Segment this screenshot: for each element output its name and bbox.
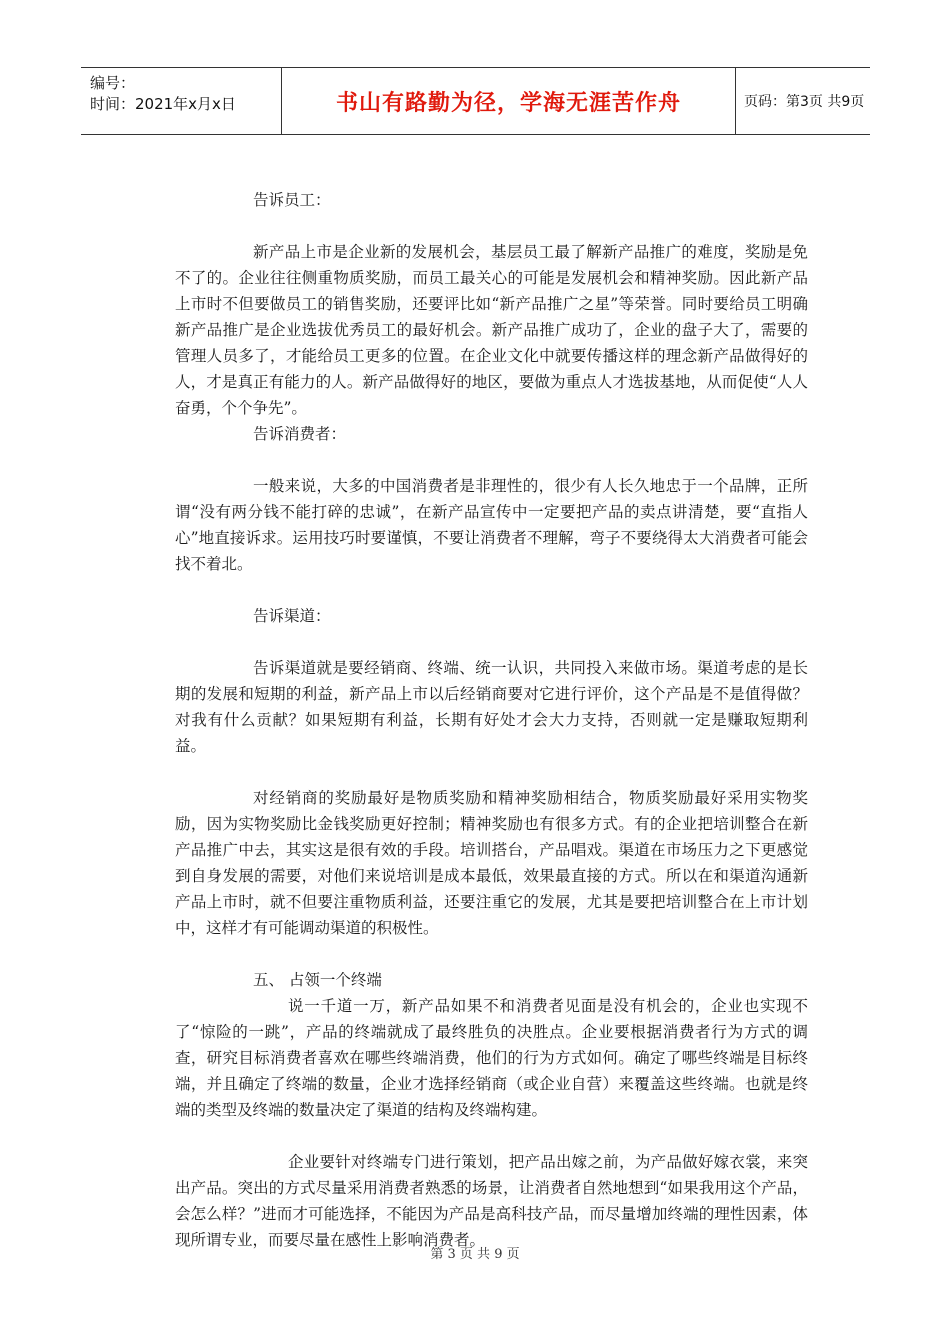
page-header — [81, 67, 870, 135]
heading-employees: 告诉员工： — [253, 191, 331, 209]
header-motto: 书山有路勤为径，学海无涯苦作舟 — [335, 90, 681, 116]
header-page-cell — [736, 68, 870, 134]
paragraph-channels-2: 对经销商的奖励最好是物质奖励和精神奖励相结合，物质奖励最好采用实物奖励，因为实物奖励比金钱奖励更好控制；精神奖励也有很多方式。有的企业把培训整合在新产品推广中去，其实这是很有效的手段。培训搭台，产品唱戏。渠道在市场压力之下更感觉到自身发展的需要，对他们来说培训是成本最低，效果最直接的方式。所以在和渠道沟通新产品上市时，就不但要注重物质利益，还要注重它的发展，尤其是要把培训整合在上市计划中，这样才有可能调动渠道的积极性。 — [175, 789, 808, 937]
paragraph-terminal-2: 企业要针对终端专门进行策划，把产品出嫁之前，为产品做好嫁衣裳，来突出产品。突出的方式尽量采用消费者熟悉的场景，让消费者自然地想到“如果我用这个产品，会怎么样？”进而才可能选择，不能因为产品是高科技产品，而尽量增加终端的理性因素，体现所谓专业，而要尽量在感性上影响消费者。 — [175, 1153, 808, 1249]
header-meta — [81, 68, 282, 134]
document-number-label: 编号： — [90, 74, 136, 92]
page-footer: 第 3 页 共 9 页 — [430, 1247, 520, 1262]
document-date-label: 时间：2021年x月x日 — [90, 95, 236, 113]
paragraph-channels-1: 告诉渠道就是要经销商、终端、统一认识，共同投入来做市场。渠道考虑的是长期的发展和短期的利益，新产品上市以后经销商要对它进行评价，这个产品是不是值得做？对我有什么贡献？如果短期有利益，长期有好处才会大力支持，否则就一定是赚取短期利益。 — [175, 659, 808, 755]
paragraph-terminal-1: 说一千道一万，新产品如果不和消费者见面是没有机会的，企业也实现不了“惊险的一跳”，产品的终端就成了最终胜负的决胜点。企业要根据消费者行为方式的调查，研究目标消费者喜欢在哪些终端消费，他们的行为方式如何。确定了哪些终端是目标终端，并且确定了终端的数量，企业才选择经销商（或企业自营）来覆盖这些终端。也就是终端的类型及终端的数量决定了渠道的结构及终端构建。 — [175, 997, 808, 1119]
document-body — [175, 187, 808, 1253]
paragraph-consumers: 一般来说，大多的中国消费者是非理性的，很少有人长久地忠于一个品牌，正所谓“没有两分钱不能打碎的忠诚”，在新产品宣传中一定要把产品的卖点讲清楚，要“直指人心”地直接诉求。运用技巧时要谨慎，不要让消费者不理解，弯子不要绕得太大消费者可能会找不着北。 — [175, 477, 808, 573]
heading-section-5: 五、 占领一个终端 — [253, 971, 382, 989]
header-page-number: 页码：第3页 共9页 — [744, 94, 865, 110]
header-motto-cell — [282, 68, 736, 134]
paragraph-employees: 新产品上市是企业新的发展机会，基层员工最了解新产品推广的难度，奖励是免不了的。企业往往侧重物质奖励，而员工最关心的可能是发展机会和精神奖励。因此新产品上市时不但要做员工的销售奖励，还要评比如“新产品推广之星”等荣誉。同时要给员工明确新产品推广是企业选拔优秀员工的最好机会。新产品推广成功了，企业的盘子大了，需要的管理人员多了，才能给员工更多的位置。在企业文化中就要传播这样的理念新产品做得好的人，才是真正有能力的人。新产品做得好的地区，要做为重点人才选拔基地，从而促使“人人奋勇，个个争先”。 — [175, 243, 808, 417]
heading-consumers: 告诉消费者： — [253, 425, 347, 443]
heading-channels: 告诉渠道： — [253, 607, 331, 625]
